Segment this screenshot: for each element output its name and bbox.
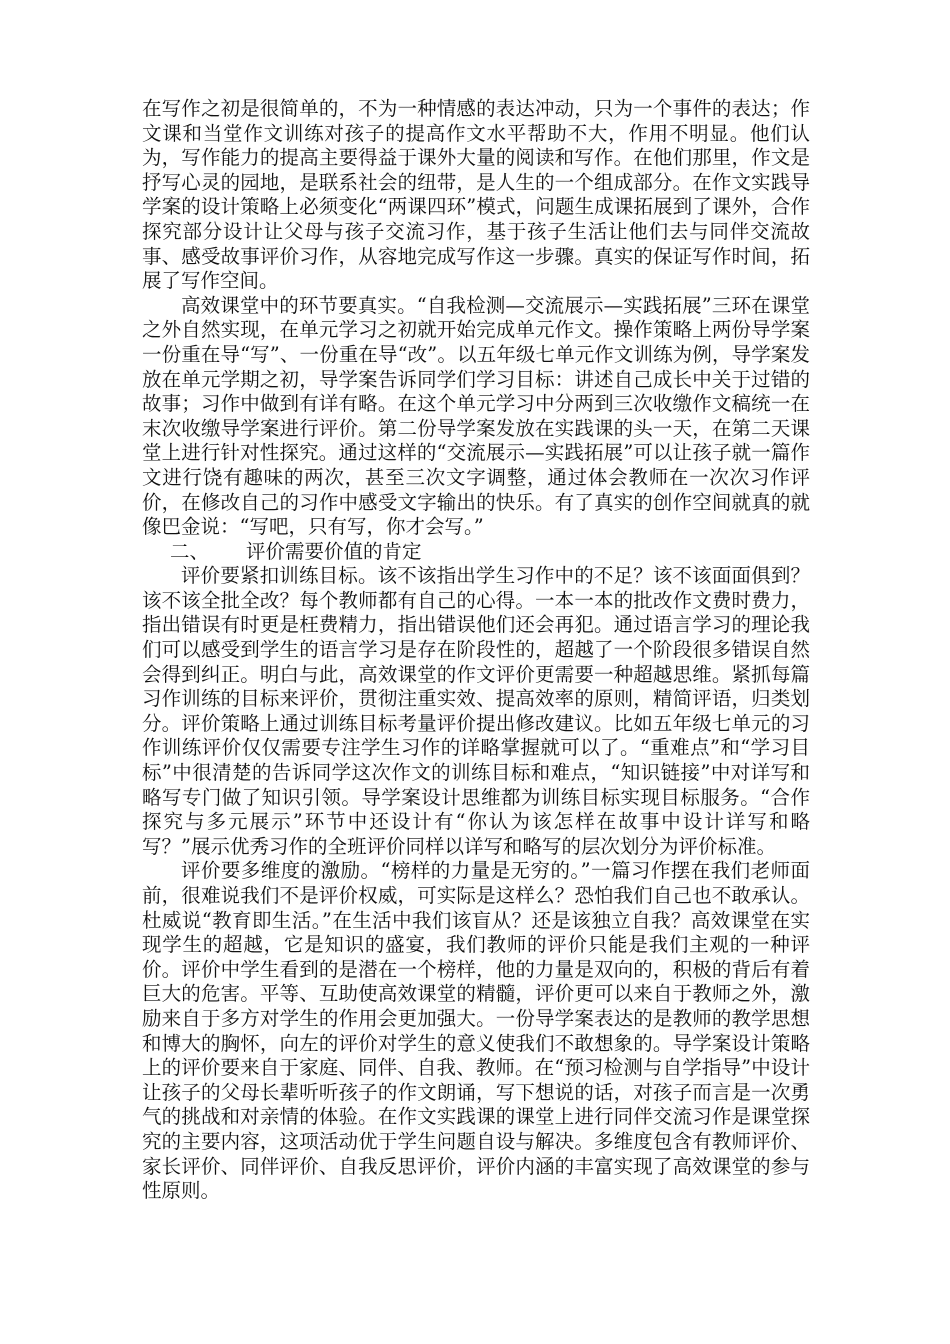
section-heading-number: 二、 [170, 539, 210, 563]
paragraph-3: 评价要紧扣训练目标。该不该指出学生习作中的不足？该不该面面俱到？该不该全批全改？每个教师都有自己的心得。一本一本的批改作文费时费力，指出错误有时更是枉费精力，指出错误他们还会再犯。通过语言学习的理论我们可以感受到学生的语言学习是存在阶段性的，超越了一个阶段很多错误自然会得到纠正。明白与此，高效课堂的作文评价更需要一种超越思维。紧抓每篇习作训练的目标来评价，贯彻注重实效、提高效率的原则，精简评语，归类划分。评价策略上通过训练目标考量评价提出修改建议。比如五年级七单元的习作训练评价仅仅需要专注学生习作的详略掌握就可以了。“重难点”和“学习目标”中很清楚的告诉同学这次作文的训练目标和难点，“知识链接”中对详写和略写专门做了知识引领。导学案设计思维都为训练目标实现目标服务。“合作探究与多元展示”环节中还设计有“你认为该怎样在故事中设计详写和略写？”展示优秀习作的全班评价同样以详写和略写的层次划分为评价标准。 [142, 564, 810, 858]
paragraph-1: 在写作之初是很简单的，不为一种情感的表达冲动，只为一个事件的表达；作文课和当堂作文训练对孩子的提高作文水平帮助不大，作用不明显。他们认为，写作能力的提高主要得益于课外大量的阅读和写作。在他们那里，作文是抒写心灵的园地，是联系社会的纽带，是人生的一个组成部分。在作文实践导学案的设计策略上必须变化“两课四环”模式，问题生成课拓展到了课外，合作探究部分设计让父母与孩子交流习作，基于孩子生活让他们去与同伴交流故事、感受故事评价习作，从容地完成写作这一步骤。真实的保证写作时间，拓展了写作空间。 [142, 97, 810, 293]
document-page [142, 97, 810, 1204]
section-heading-title: 评价需要价值的肯定 [246, 539, 422, 563]
section-heading [142, 540, 810, 565]
paragraph-4: 评价要多维度的激励。“榜样的力量是无穷的。”一篇习作摆在我们老师面前，很难说我们不是评价权威，可实际是这样么？恐怕我们自己也不敢承认。杜威说“教育即生活。”在生活中我们该盲从？还是该独立自我？高效课堂在实现学生的超越，它是知识的盛宴，我们教师的评价只能是我们主观的一种评价。评价中学生看到的是潜在一个榜样，他的力量是双向的，积极的背后有着巨大的危害。平等、互助使高效课堂的精髓，评价更可以来自于教师之外，激励来自于多方对学生的作用会更加强大。一份导学案表达的是教师的教学思想和博大的胸怀，向左的评价对学生的意义使我们不敢想象的。导学案设计策略上的评价要来自于家庭、同伴、自我、教师。在“预习检测与自学指导”中设计让孩子的父母长辈听听孩子的作文朗诵，写下想说的话，对孩子而言是一次勇气的挑战和对亲情的体验。在作文实践课的课堂上进行同伴交流习作是课堂探究的主要内容，这项活动优于学生问题自设与解决。多维度包含有教师评价、家长评价、同伴评价、自我反思评价，评价内涵的丰富实现了高效课堂的参与性原则。 [142, 859, 810, 1203]
paragraph-2: 高效课堂中的环节要真实。“自我检测—交流展示—实践拓展”三环在课堂之外自然实现，在单元学习之初就开始完成单元作文。操作策略上两份导学案一份重在导“写”、一份重在导“改”。以五年级七单元作文训练为例，导学案发放在单元学期之初，导学案告诉同学们学习目标：讲述自己成长中关于过错的故事；习作中做到有详有略。在这个单元学习中分两到三次收缴作文稿统一在末次收缴导学案进行评价。第二份导学案发放在实践课的头一天，在第二天课堂上进行针对性探究。通过这样的“交流展示—实践拓展”可以让孩子就一篇作文进行饶有趣味的两次，甚至三次文字调整，通过体会教师在一次次习作评价，在修改自己的习作中感受文字输出的快乐。有了真实的创作空间就真的就像巴金说：“写吧，只有写，你才会写。” [142, 293, 810, 539]
